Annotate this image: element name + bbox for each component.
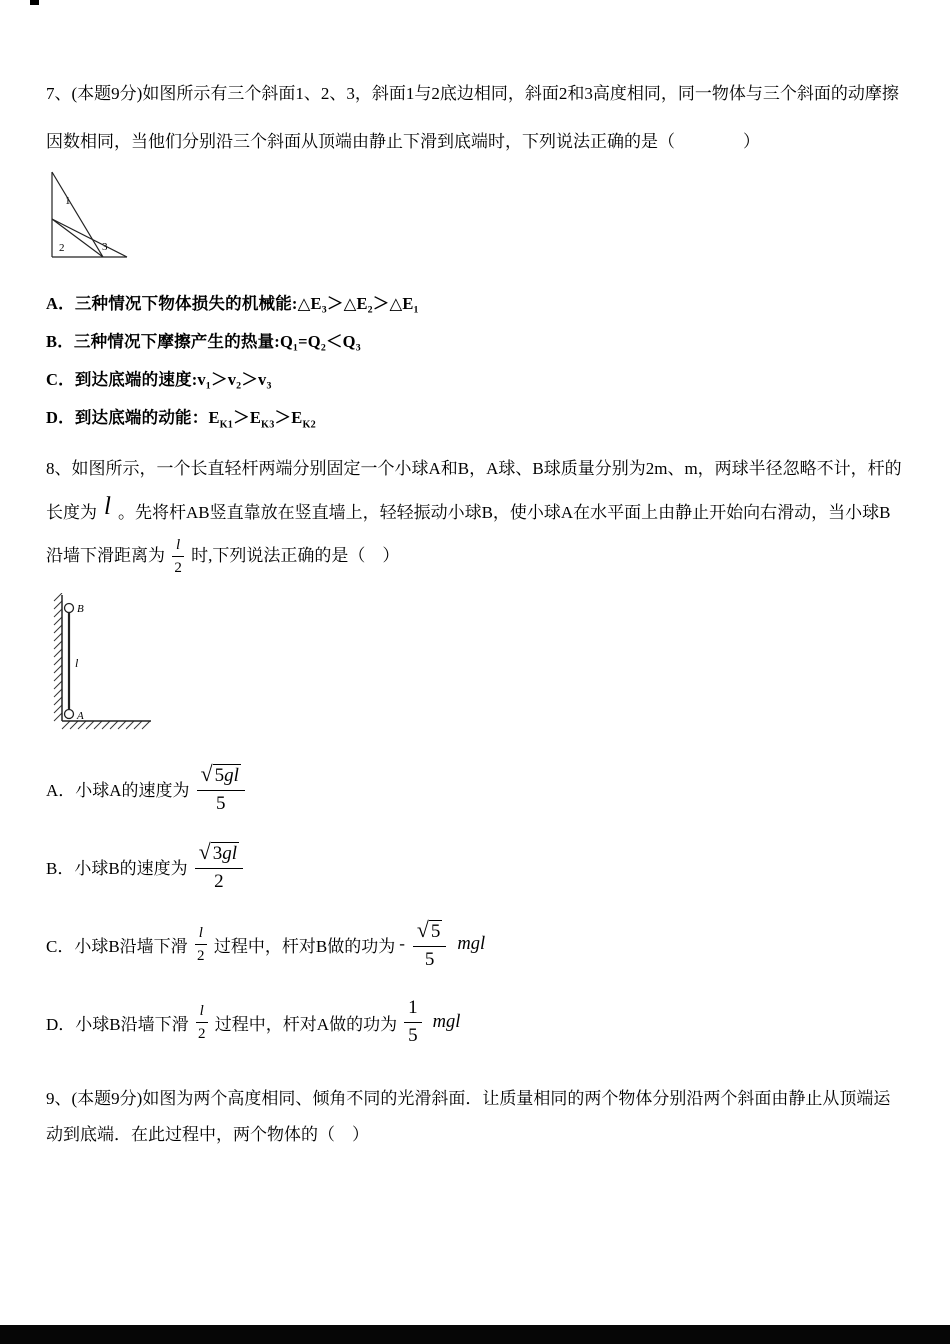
minus-sign: - bbox=[399, 934, 405, 954]
option-label: C． bbox=[46, 369, 75, 389]
fraction-l-over-2: $\frac{l}{2}$ bbox=[172, 536, 184, 577]
ball-a-label: A bbox=[77, 710, 84, 723]
incline-label-3: 3 bbox=[102, 240, 108, 253]
fraction-l-over-2: $\frac{l}{2}$ bbox=[195, 924, 207, 965]
fraction-1-over-5: $\frac{1}{5}$ bbox=[404, 997, 422, 1048]
q8-stem bbox=[46, 447, 904, 577]
option-label: C． bbox=[46, 936, 75, 956]
option-label: A． bbox=[46, 780, 76, 800]
math-fragment: ＞ bbox=[274, 407, 292, 427]
fraction-sqrt-3gl-over-2 bbox=[195, 839, 243, 894]
scan-artifact-top bbox=[30, 0, 39, 5]
option-label: A． bbox=[46, 293, 75, 313]
option-text: 过程中，杆对B做的功为 bbox=[213, 936, 396, 956]
q7-figure-inclines bbox=[46, 169, 904, 271]
option-text: 三种情况下物体损失的机械能:△E₃＞△E₂＞△E₁ bbox=[74, 293, 419, 313]
math-fragment: 2 bbox=[214, 870, 224, 892]
math-fragment: E bbox=[291, 407, 303, 427]
radical-sign: √ bbox=[200, 762, 213, 787]
ball-b-label: B bbox=[77, 603, 84, 616]
q9-stem: 9、(本题9分)如图为两个高度相同、倾角不同的光滑斜面．让质量相同的两个物体分别沿两个斜面由静止从顶端运动到底端．在此过程中，两个物体的（ ） bbox=[46, 1089, 891, 1145]
math-fragment: ＞ bbox=[233, 407, 250, 427]
math-fragment: E bbox=[249, 407, 262, 427]
option-label: B． bbox=[46, 858, 75, 878]
math-fragment: gl bbox=[222, 843, 237, 865]
math-fragment: gl bbox=[224, 765, 239, 787]
math-fragment: 5 bbox=[430, 921, 441, 943]
incline-label-1: 1 bbox=[65, 194, 71, 207]
q7-option-b bbox=[46, 321, 904, 359]
option-text: 三种情况下摩擦产生的热量:Q₁=Q₂＜Q₃ bbox=[73, 331, 361, 351]
stem-text: 时,下列说法正确的是（ ） bbox=[191, 545, 400, 565]
q7-option-a bbox=[46, 283, 904, 321]
math-fragment: E bbox=[208, 407, 220, 427]
radical-sign: √ bbox=[416, 918, 429, 943]
option-label: D． bbox=[46, 1014, 76, 1034]
math-fragment: 5 bbox=[214, 765, 225, 787]
q8-option-a bbox=[46, 759, 904, 817]
math-mgl: mgl bbox=[432, 1011, 461, 1032]
option-text: 到达底端的动能： bbox=[74, 407, 209, 427]
fraction-l-over-2: $\frac{l}{2}$ bbox=[196, 1002, 208, 1043]
q7-option-c bbox=[46, 359, 904, 397]
option-text: 小球A的速度为 bbox=[75, 780, 190, 800]
wall-rod-diagram bbox=[46, 593, 162, 734]
option-text: 小球B沿墙下滑 bbox=[74, 936, 188, 956]
stem-text: 。先将杆AB竖直靠放在竖直墙上，轻轻振动小球B，使小球A在水平面上由静止开始向右滑动，当小球B沿墙下滑距离为 bbox=[46, 502, 891, 565]
math-fragment: 5 bbox=[215, 792, 226, 814]
q8-option-d bbox=[46, 993, 904, 1051]
math-mgl: mgl bbox=[457, 933, 486, 954]
option-label: B． bbox=[46, 331, 74, 351]
scan-artifact-bottom-bar bbox=[0, 1325, 950, 1344]
math-fragment: 3 bbox=[212, 843, 223, 865]
option-label: D． bbox=[46, 407, 75, 427]
rod-length-label: l bbox=[75, 656, 79, 671]
q8-option-c bbox=[46, 915, 904, 973]
q8-option-b bbox=[46, 837, 904, 895]
incline-diagram bbox=[46, 169, 134, 266]
math-subscript: K2 bbox=[302, 419, 316, 431]
option-text: 小球B的速度为 bbox=[74, 858, 188, 878]
option-text: 过程中，杆对A做的功为 bbox=[214, 1014, 398, 1034]
math-length-l: l bbox=[104, 492, 111, 520]
math-subscript: K3 bbox=[261, 419, 275, 431]
fraction-sqrt-5gl-over-5 bbox=[197, 761, 245, 816]
option-math bbox=[208, 407, 316, 431]
math-fragment: 5 bbox=[424, 948, 435, 970]
stem-text: 8、如图所示，一个长直轻杆两端分别固定一个小球A和B，A球、B球质量分别为2m、m，两球半径忽略不计，杆的长度为 bbox=[46, 459, 902, 522]
math-subscript: K1 bbox=[219, 419, 234, 431]
q7-options bbox=[46, 283, 904, 437]
incline-label-2: 2 bbox=[59, 241, 65, 254]
q7-option-d bbox=[46, 397, 904, 437]
fraction-sqrt-5-over-5 bbox=[413, 917, 447, 972]
option-text: 到达底端的速度:v₁＞v₂＞v₃ bbox=[74, 369, 272, 389]
q8-options bbox=[46, 759, 904, 1051]
radical-sign: √ bbox=[198, 840, 211, 865]
q7-stem: 7、(本题9分)如图所示有三个斜面1、2、3，斜面1与2底边相同，斜面2和3高度相同，同一物体与三个斜面的动摩擦因数相同，当他们分别沿三个斜面从顶端由静止下滑到底端时，下列说法正确的是（ ） bbox=[46, 84, 899, 152]
option-text: 小球B沿墙下滑 bbox=[75, 1014, 189, 1034]
q8-figure-wall-rod bbox=[46, 593, 904, 739]
